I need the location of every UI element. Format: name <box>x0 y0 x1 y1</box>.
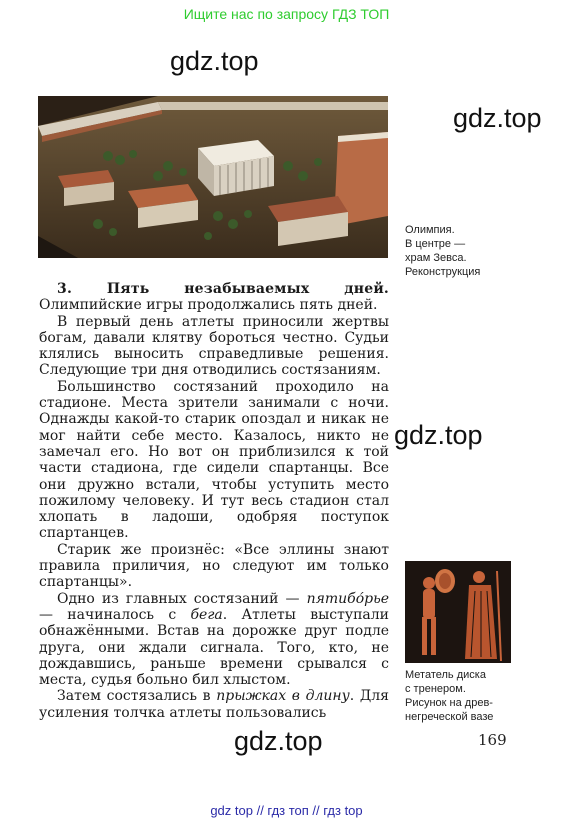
paragraph: Одно из главных состязаний — пятибо́рье — начиналось с бега. Атлеты выступали обнажёнными. Встав на дорожке друг подле друга, они ждали сигнала. Того, кто, не дождавшись, раньше времени срывался с места, судья больно бил хлыстом. <box>39 590 389 689</box>
watermark: gdz.top <box>170 46 259 76</box>
footer-links[interactable]: gdz top // гдз топ // гдз top <box>210 803 363 818</box>
watermark: gdz.top <box>394 420 483 450</box>
watermark: gdz.top <box>453 103 542 133</box>
photo-caption: Олимпия. В центре — храм Зевса. Реконструкция <box>405 224 481 278</box>
term-long-jump: прыжках в длину <box>216 688 350 705</box>
paragraph: В первый день атлеты приносили жертвы богам, давали клятву бороться честно. Судьи клялись выносить справедливые решения. Следующие три дня отводились состязаниям. <box>39 313 389 379</box>
page-number: 169 <box>478 731 507 749</box>
watermark: gdz.top <box>234 726 323 756</box>
body-text <box>39 281 389 721</box>
paragraph: Затем состязались в прыжках в длину. Для усиления толчка атлеты пользовались <box>39 688 389 721</box>
term-running: бега <box>190 606 223 623</box>
vase-painting-image <box>405 561 511 663</box>
olympia-reconstruction-photo <box>38 96 388 258</box>
section-heading: 3. Пять незабываемых дней. <box>57 281 389 297</box>
paragraph: Старик же произнёс: «Все эллины знают правила приличия, но следуют им только спартанцы». <box>39 541 389 591</box>
term-pentathlon: пятибо́рье <box>306 590 389 607</box>
paragraph: 3. Пять незабываемых дней. Олимпийские игры продолжались пять дней. <box>39 281 389 314</box>
top-banner[interactable]: Ищите нас по запросу ГДЗ ТОП <box>183 6 390 22</box>
vase-caption: Метатель диска с тренером. Рисунок на древ- негреческой вазе <box>405 669 494 723</box>
paragraph: Большинство состязаний проходило на стадионе. Места зрители занимали с ночи. Однажды какой-то старик опоздал и никак не мог найти себе место. Казалось, никто не замечал его. Но вот он приблизился к той части стадиона, где сидели спартанцы. Все они дружно встали, чтобы уступить место пожилому человеку. И тут весь стадион стал хлопать в ладоши, одобряя поступок спартанцев. <box>39 378 389 542</box>
